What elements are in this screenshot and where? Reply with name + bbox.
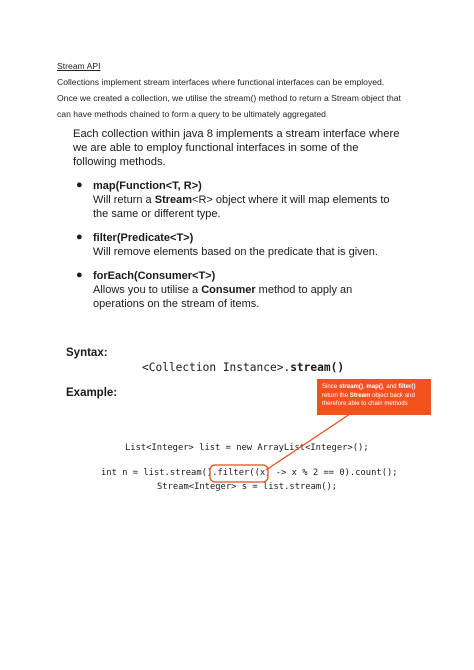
intro-line-3: can have methods chained to form a query to be ultimately aggregated <box>57 109 326 119</box>
method-map-desc: Will return a Stream<R> object where it will map elements to <box>93 194 390 206</box>
bullet-icon: ● <box>76 269 83 281</box>
paragraph-line-1: Each collection within java 8 implements a stream interface where <box>73 128 400 140</box>
bullet-icon: ● <box>76 231 83 243</box>
method-map-desc-2: the same or different type. <box>93 208 221 220</box>
example-label: Example: <box>66 387 118 399</box>
page-heading: Stream API <box>57 61 101 71</box>
code-line-1: List<Integer> list = new ArrayList<Integer>(); <box>125 443 369 453</box>
bullet-icon: ● <box>76 179 83 191</box>
method-foreach-title: forEach(Consumer<T>) <box>93 270 216 282</box>
method-foreach-desc-2: operations on the stream of items. <box>93 298 260 310</box>
syntax-label: Syntax: <box>66 347 108 359</box>
syntax-code: <Collection Instance>.stream() <box>142 361 345 374</box>
callout-note: Since stream(), map(), and filter() return the Stream object back and therefore able to chain methods <box>317 379 431 415</box>
method-foreach-desc: Allows you to utilise a Consumer method to apply an <box>93 284 353 296</box>
intro-line-1: Collections implement stream interfaces where functional interfaces can be employed. <box>57 77 385 87</box>
method-map-title: map(Function<T, R>) <box>93 180 202 192</box>
method-filter-title: filter(Predicate<T>) <box>93 232 194 244</box>
paragraph-line-3: following methods. <box>73 156 166 168</box>
code-line-3: Stream<Integer> s = list.stream(); <box>157 482 338 492</box>
method-filter-desc: Will remove elements based on the predicate that is given. <box>93 246 378 258</box>
code-line-2: int n = list.stream().filter((x) -> x % 2 == 0).count(); <box>101 468 398 478</box>
intro-line-2: Once we created a collection, we utilise the stream() method to return a Stream object that <box>57 93 401 103</box>
paragraph-line-2: we are able to employ functional interfaces in some of the <box>73 142 359 154</box>
callout-line <box>266 414 350 470</box>
filter-highlight-box <box>210 465 268 482</box>
